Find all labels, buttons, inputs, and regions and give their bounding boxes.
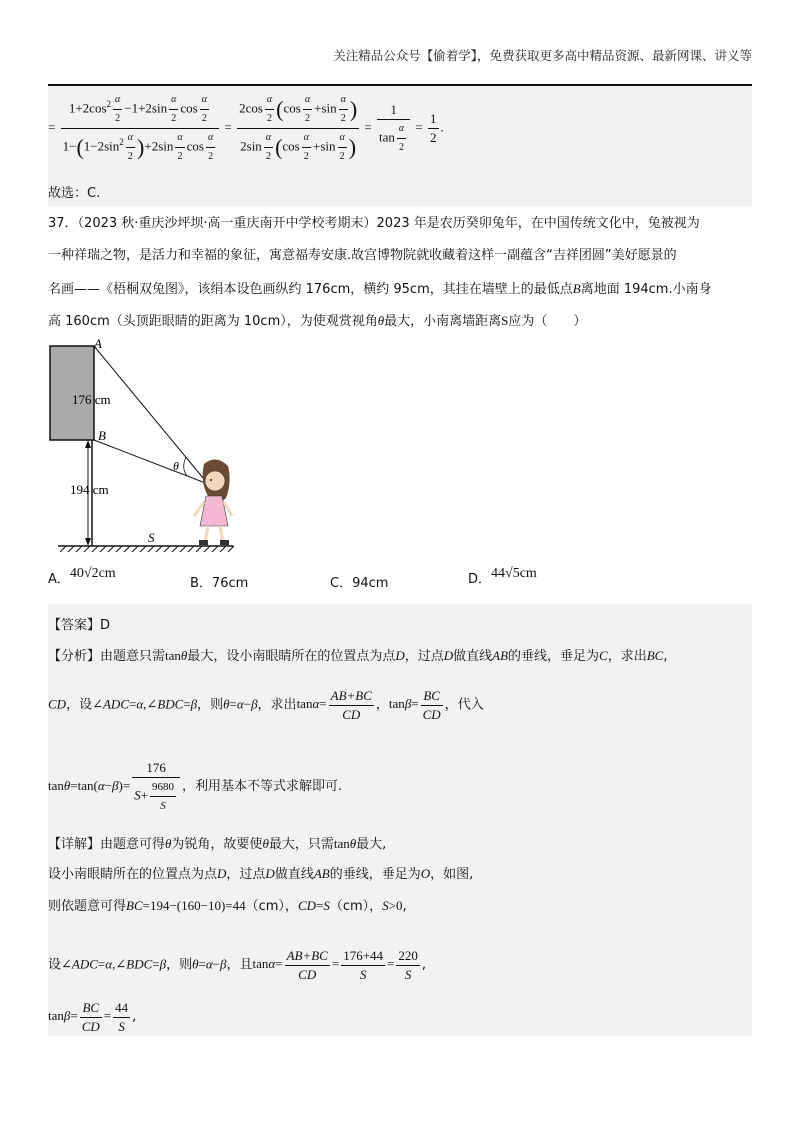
problem-line-1: [48, 216, 700, 232]
detail-line-1: 【详解】由题意可得θ为锐角，故要使θ最大，只需tanθ最大,: [48, 836, 387, 852]
answer-line: [48, 618, 110, 634]
analysis-tag: 【分析】: [48, 649, 101, 664]
option-b: B．76cm: [190, 576, 249, 591]
solution-panel: [48, 604, 752, 1036]
option-d: D．44√5cm: [468, 566, 537, 587]
label-wall-height: 194 cm: [70, 482, 109, 497]
analysis-line-3: tanθ=tan(α−β)= 176 S+ $\frac{9680}{S}$ ，利用基本不等式求解即可.: [48, 760, 343, 812]
previous-answer: 故选：C.: [48, 186, 101, 201]
answer-value: D: [100, 618, 111, 633]
detail-line-3: 则依题意可得BC=194−(160−10)=44（cm），CD=S（cm），S>0,: [48, 898, 407, 914]
answer-tag: 【答案】: [48, 618, 101, 633]
problem-line-2: 一种祥瑞之物，是活力和幸福的象征，寓意福寿安康.故宫博物院就收藏着这样一副蕴含“吉祥团圆”美好愿景的: [48, 248, 677, 263]
option-a: A．40√2cm: [48, 566, 116, 587]
detail-tag: 【详解】: [48, 837, 101, 852]
formula-derivation: = $1+2\cos^2$ $\frac{\alpha}{2}$ −1+2sin $\frac{\alpha}{2}$ cos $\frac{\alpha}{2}$ $1-(1-2\sin^2$ $\frac{\alpha}{2}$ )+2sin $\frac{\alpha}{2}$ cos $\frac{\alpha}{2}$ = 2cos $\frac{\alpha}{2}$ (cos $\frac{\alpha}{2}$ +sin $\frac{\alpha}{2}$ ) 2sin $\frac{\alpha}{2}$ (cos $\frac{\alpha}{2}$ +sin $\frac{\alpha}{2}$ ) = 1 tan $\frac{\alpha}{2}$ = $\frac{1}{2}$ .: [48, 94, 444, 162]
problem-text-1: （2023 秋·重庆沙坪坝·高一重庆南开中学校考期末）2023 年是农历癸卯兔年，在中国传统文化中，兔被视为: [77, 216, 700, 231]
label-s: S: [148, 530, 155, 545]
ground-hatch: [60, 546, 234, 552]
theta-symbol: θ: [377, 313, 385, 328]
girl-figure: [194, 459, 232, 545]
label-b: B: [98, 428, 106, 443]
angle-arc: [184, 457, 187, 476]
detail-line-2: 设小南眼睛所在的位置点为点D，过点D做直线AB的垂线，垂足为O，如图,: [48, 866, 474, 882]
label-theta: θ: [173, 459, 179, 473]
problem-line-3: 名画——《梧桐双兔图》，该绢本设色画纵约 176cm，横约 95cm，其挂在墙壁上的最低点B离地面 194cm.小南身: [48, 281, 712, 297]
detail-line-5: tanβ= $\frac{BC}{CD}$ = $\frac{44}{S}$ ,: [48, 1000, 137, 1034]
arrow-down: [85, 538, 91, 546]
analysis-line-2: CD，设∠ADC=α,∠BDC=β，则θ=α−β，求出tanα= $\frac{AB+BC}{CD}$ ，tanβ= $\frac{BC}{CD}$ ，代入: [48, 688, 484, 722]
problem-line-4: 高 160cm（头顶距眼睛的距离为 10cm），为使观赏视角θ最大，小南离墙距离S应为（ ）: [48, 313, 587, 329]
page-header: 关注精品公众号【偷着学】，免费获取更多高中精品资源、最新网课、讲义等: [333, 48, 752, 63]
point-b-symbol: B: [572, 281, 581, 296]
analysis-line-1: 【分析】由题意只需tanθ最大，设小南眼睛所在的位置点为点D，过点D做直线AB的垂线，垂足为C，求出BC,: [48, 648, 668, 664]
sight-line-a: [94, 346, 208, 484]
problem-figure: [48, 336, 248, 560]
label-painting-height: 176 cm: [72, 392, 111, 407]
detail-line-4: 设∠ADC=α,∠BDC=β，则θ=α−β，且tanα= $\frac{AB+BC}{CD}$ = $\frac{176+44}{S}$ = $\frac{220}{S}$ ,: [48, 948, 427, 982]
sight-line-b: [94, 440, 208, 484]
arrow-up: [85, 440, 91, 448]
previous-solution-panel: [48, 86, 752, 206]
label-a: A: [94, 336, 102, 351]
s-symbol: S: [501, 313, 509, 328]
problem-number: 37．: [48, 216, 78, 231]
option-c: C．94cm: [330, 576, 389, 591]
